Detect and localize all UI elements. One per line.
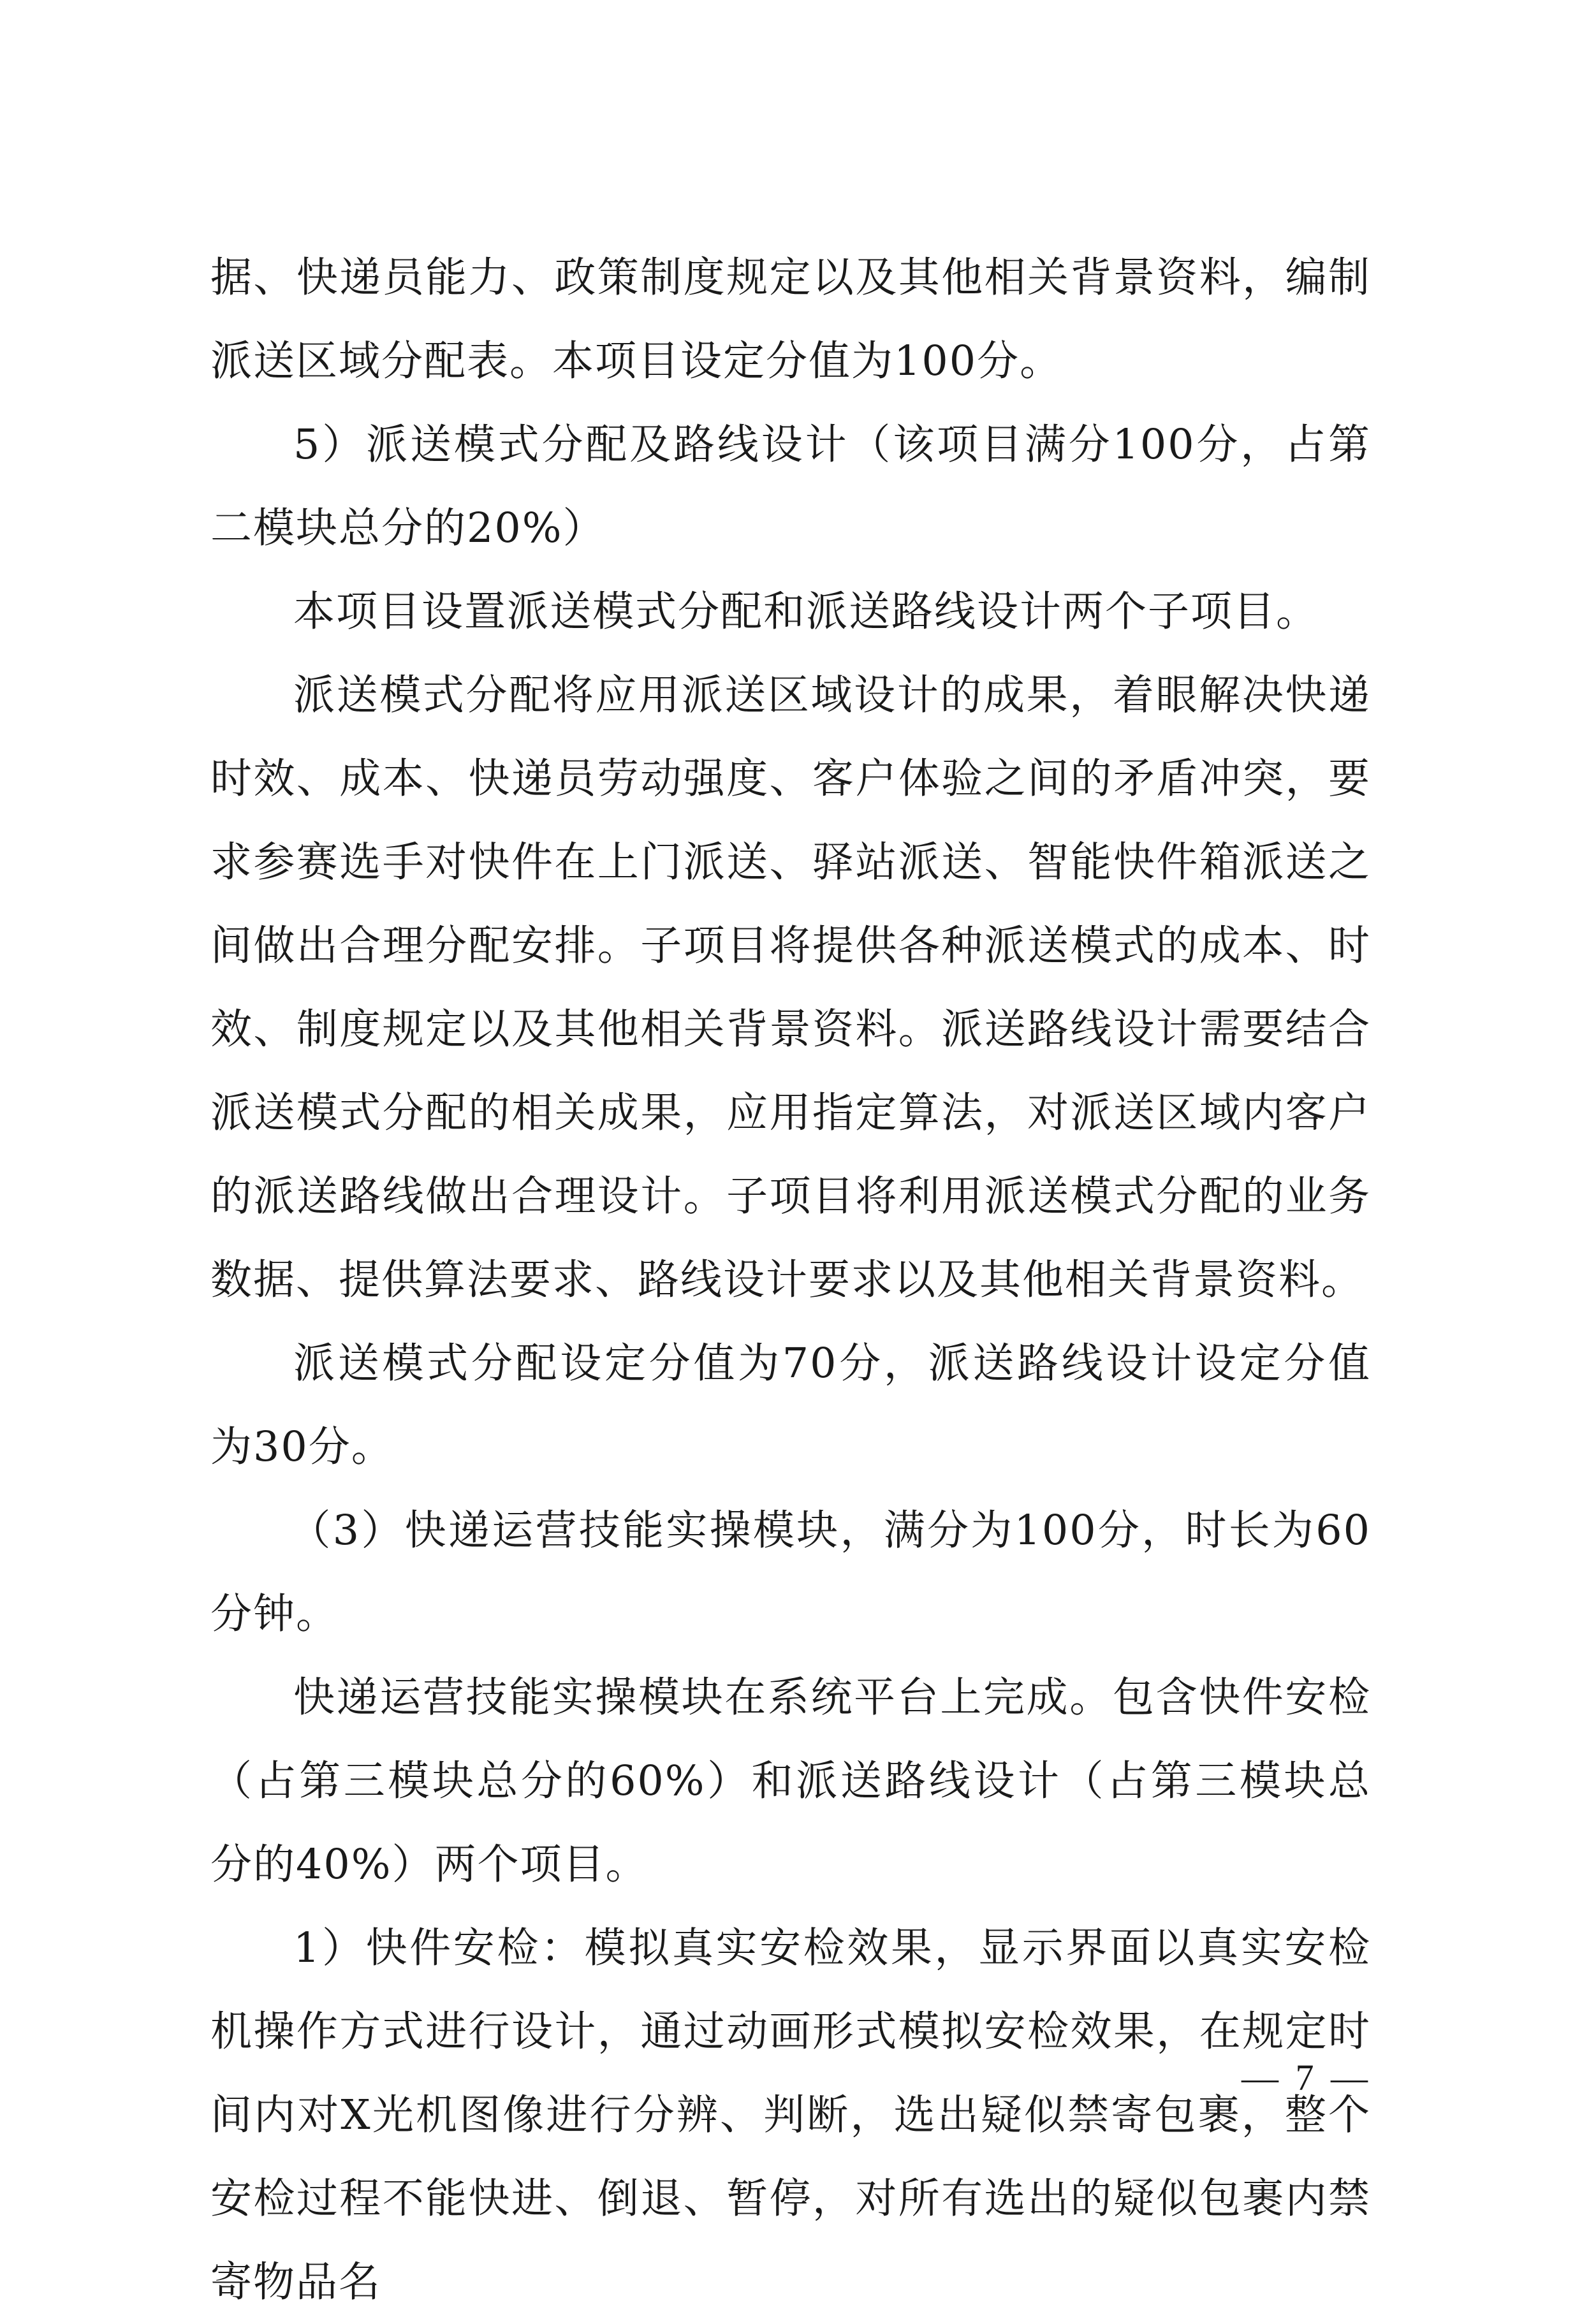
paragraph-module-3-description: 快递运营技能实操模块在系统平台上完成。包含快件安检（占第三模块总分的60%）和派送路线设计（占第三模块总分的40%）两个项目。 <box>210 1674 1371 1889</box>
paragraph-score-values: 派送模式分配设定分值为70分，派送路线设计设定分值为30分。 <box>210 1340 1371 1471</box>
paragraph-security-check: 1）快件安检：模拟真实安检效果，显示界面以真实安检机操作方式进行设计，通过动画形式模拟安检效果，在规定时间内对X光机图像进行分辨、判断，选出疑似禁寄包裹，整个安检过程不能快进、倒退、暂停，对所有选出的疑似包裹内禁寄物品名 <box>210 1924 1371 2306</box>
paragraph-item-5-heading: 5）派送模式分配及路线设计（该项目满分100分，占第二模块总分的20%） <box>210 421 1371 552</box>
body-text <box>210 236 1371 2324</box>
paragraph-module-3-heading: （3）快递运营技能实操模块，满分为100分，时长为60分钟。 <box>210 1507 1371 1638</box>
paragraph-subprojects: 本项目设置派送模式分配和派送路线设计两个子项目。 <box>293 588 1319 636</box>
page-number: — 7 — <box>1241 2057 1372 2098</box>
paragraph-mode-allocation: 派送模式分配将应用派送区域设计的成果，着眼解决快递时效、成本、快递员劳动强度、客户体验之间的矛盾冲突，要求参赛选手对快件在上门派送、驿站派送、智能快件箱派送之间做出合理分配安排。子项目将提供各种派送模式的成本、时效、制度规定以及其他相关背景资料。派送路线设计需要结合派送模式分配的相关成果，应用指定算法，对派送区域内客户的派送路线做出合理设计。子项目将利用派送模式分配的业务数据、提供算法要求、路线设计要求以及其他相关背景资料。 <box>210 671 1371 1304</box>
paragraph-continuation: 据、快递员能力、政策制度规定以及其他相关背景资料，编制派送区域分配表。本项目设定分值为100分。 <box>210 254 1371 385</box>
